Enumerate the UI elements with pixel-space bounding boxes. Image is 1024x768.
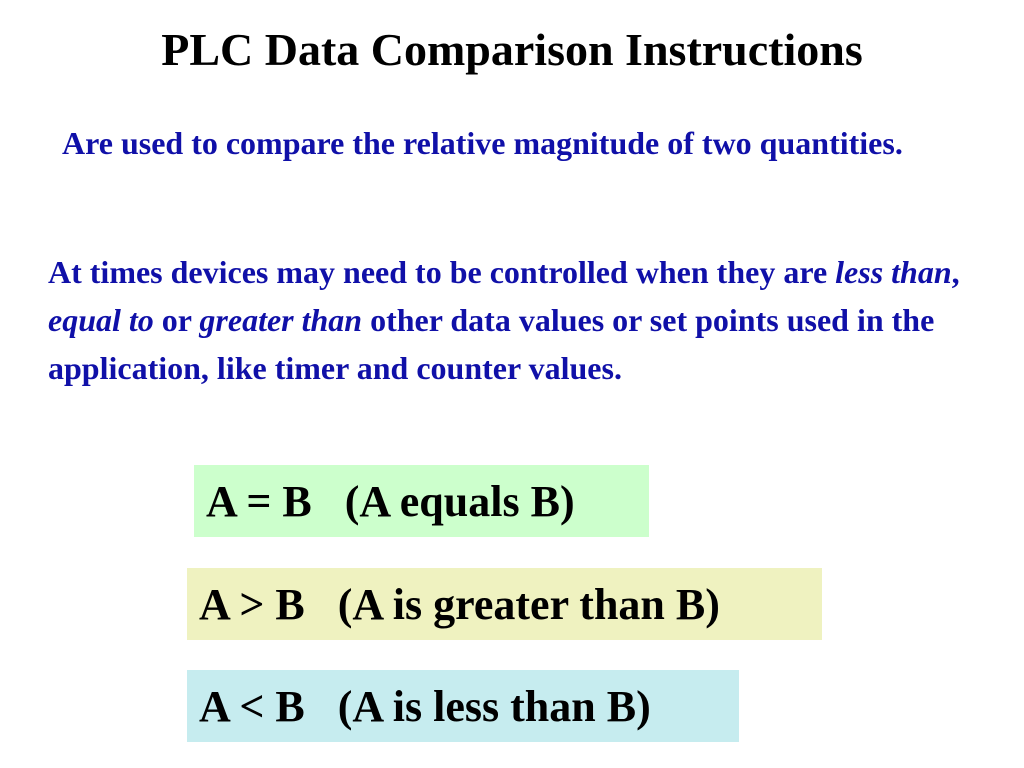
body-separator: ,: [951, 254, 960, 290]
comparison-expression: A < B: [199, 682, 305, 731]
body-tail-text: other data values or set points used in the application, like timer and counter values.: [48, 302, 935, 386]
comparison-expression: A > B: [199, 580, 305, 629]
comparison-description: (A equals B): [344, 477, 575, 526]
comparison-equals-box: [194, 465, 649, 537]
term-greater-than: greater than: [199, 302, 363, 338]
comparison-less-box: [187, 670, 739, 742]
comparison-greater-box: [187, 568, 822, 640]
body-separator: or: [153, 302, 200, 338]
body-paragraph: [48, 248, 998, 392]
comparison-description: (A is greater than B): [337, 580, 720, 629]
comparison-expression: A = B: [206, 477, 312, 526]
term-less-than: less than: [835, 254, 952, 290]
intro-paragraph: Are used to compare the relative magnitude of two quantities.: [62, 125, 903, 161]
term-equal-to: equal to: [48, 302, 154, 338]
body-lead-text: At times devices may need to be controlled when they are: [48, 254, 836, 290]
comparison-description: (A is less than B): [337, 682, 651, 731]
slide-title: PLC Data Comparison Instructions: [161, 24, 863, 75]
